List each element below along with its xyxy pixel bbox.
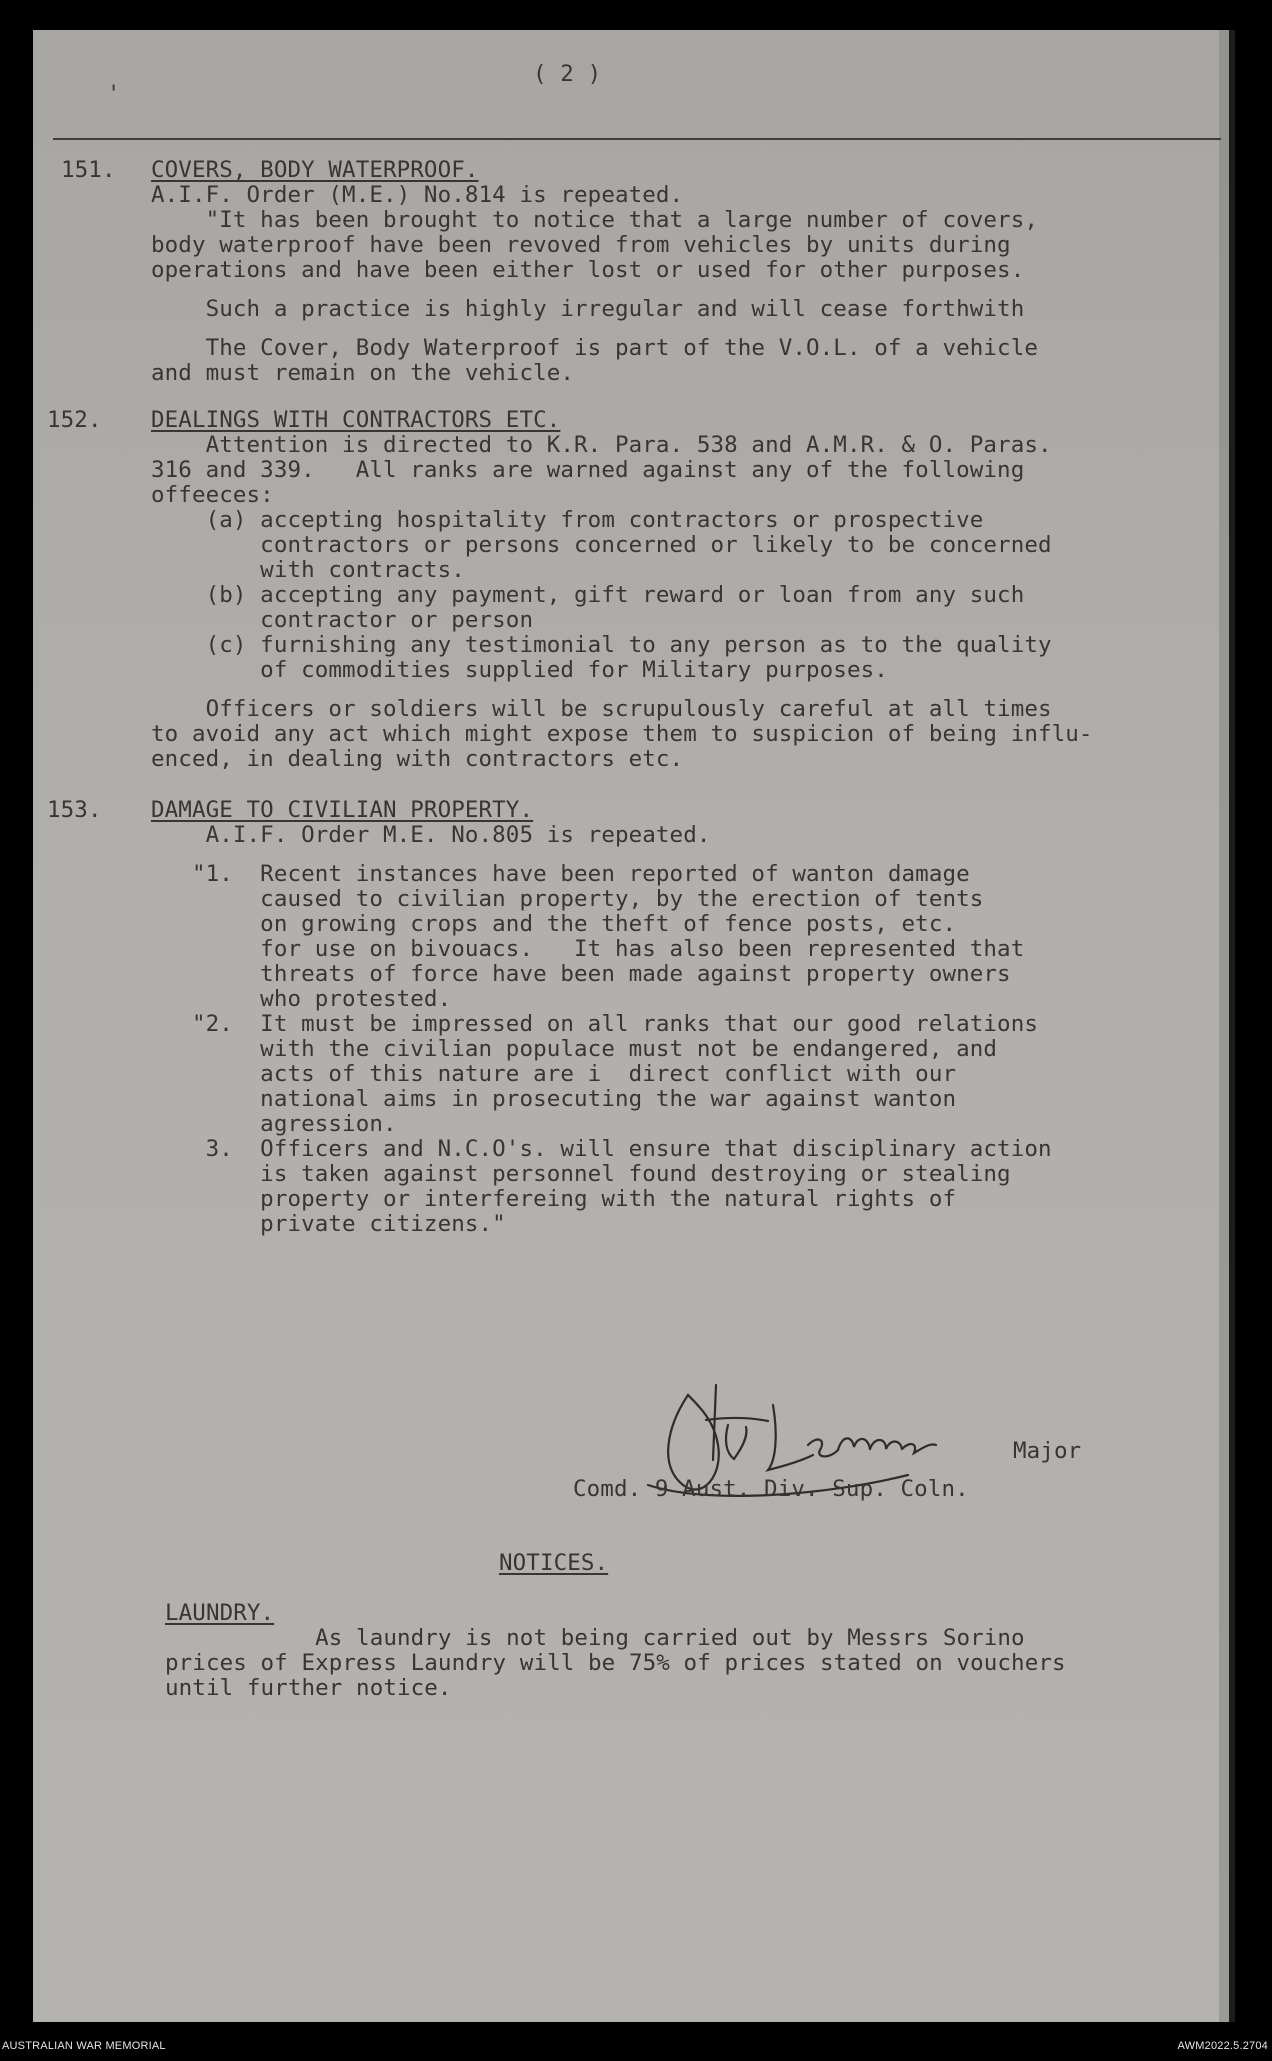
footer-left: AUSTRALIAN WAR MEMORIAL — [2, 2040, 166, 2052]
text-line: operations and have been either lost or used for other purposes. — [151, 257, 1025, 283]
text-line: contractor or person — [151, 607, 534, 633]
text-line: with the civilian populace must not be endangered, and — [151, 1036, 998, 1062]
text-line: national aims in prosecuting the war against wanton — [151, 1086, 957, 1112]
text-line: As laundry is not being carried out by Messrs Sorino — [165, 1625, 1025, 1651]
text-line: The Cover, Body Waterproof is part of the V.O.L. of a vehicle — [151, 335, 1038, 361]
text-line: agression. — [151, 1111, 397, 1137]
text-line: contractors or persons concerned or likely to be concerned — [151, 532, 1052, 558]
text-line: and must remain on the vehicle. — [151, 360, 575, 386]
item-number-151: 151. — [61, 157, 116, 183]
text-line: (c) furnishing any testimonial to any person as to the quality — [151, 632, 1052, 658]
text-line: A.I.F. Order (M.E.) No.814 is repeated. — [151, 182, 684, 208]
laundry-heading: LAUNDRY. — [165, 1600, 275, 1626]
page-edge-shadow — [1219, 30, 1229, 2022]
text-line: (b) accepting any payment, gift reward or loan from any such — [151, 582, 1025, 608]
page-number: ( 2 ) — [533, 61, 602, 87]
item-heading-153: DAMAGE TO CIVILIAN PROPERTY. — [151, 797, 534, 823]
text-line: 3. Officers and N.C.O's. will ensure that disciplinary action — [151, 1136, 1052, 1162]
text-line: "2. It must be impressed on all ranks that our good relations — [151, 1011, 1038, 1037]
text-line: until further notice. — [165, 1675, 452, 1701]
item-heading-151: COVERS, BODY WATERPROOF. — [151, 157, 479, 183]
text-line: body waterproof have been revoved from vehicles by units during — [151, 232, 1011, 258]
text-line: threats of force have been made against property owners — [151, 961, 1011, 987]
text-line: of commodities supplied for Military purposes. — [151, 657, 888, 683]
text-line: on growing crops and the theft of fence posts, etc. — [151, 911, 957, 937]
text-line: Attention is directed to K.R. Para. 538 and A.M.R. & O. Paras. — [151, 432, 1052, 458]
document-page — [33, 30, 1235, 2022]
item-number-152: 152. — [47, 407, 102, 433]
item-body-151 — [151, 183, 1038, 386]
header-rule — [53, 138, 1221, 140]
text-line: (a) accepting hospitality from contractors or prospective — [151, 507, 984, 533]
text-line — [151, 322, 1038, 336]
text-line: A.I.F. Order M.E. No.805 is repeated. — [151, 822, 711, 848]
pencil-mark: ꞌ — [107, 82, 121, 107]
text-line: for use on bivouacs. It has also been represented that — [151, 936, 1025, 962]
item-body-153 — [151, 823, 1052, 1237]
text-line: "1. Recent instances have been reported of wanton damage — [151, 861, 970, 887]
text-line: to avoid any act which might expose them to suspicion of being influ- — [151, 721, 1093, 747]
text-line: prices of Express Laundry will be 75% of prices stated on vouchers — [165, 1650, 1066, 1676]
text-line: who protested. — [151, 986, 452, 1012]
text-line: offeeces: — [151, 482, 274, 508]
signatory-title: Comd. 9 Aust. Div. Sup. Coln. — [573, 1476, 969, 1502]
text-line: Such a practice is highly irregular and will cease forthwith — [151, 296, 1025, 322]
text-line: private citizens." — [151, 1211, 506, 1237]
text-line — [151, 848, 1052, 862]
notices-heading: NOTICES. — [499, 1550, 609, 1576]
text-line: is taken against personnel found destroying or stealing — [151, 1161, 1011, 1187]
text-line: enced, in dealing with contractors etc. — [151, 746, 684, 772]
item-body-152 — [151, 433, 1093, 772]
signatory-rank: Major — [1013, 1438, 1082, 1464]
text-line: with contracts. — [151, 557, 465, 583]
text-line: acts of this nature are i direct conflict with our — [151, 1061, 957, 1087]
text-line: 316 and 339. All ranks are warned against any of the following — [151, 457, 1025, 483]
text-line — [151, 683, 1093, 697]
text-line: Officers or soldiers will be scrupulously careful at all times — [151, 696, 1052, 722]
text-line — [151, 283, 1038, 297]
text-line: "It has been brought to notice that a large number of covers, — [151, 207, 1038, 233]
laundry-notice — [165, 1626, 1066, 1701]
item-number-153: 153. — [47, 797, 102, 823]
text-line: caused to civilian property, by the erection of tents — [151, 886, 984, 912]
text-line: property or interfereing with the natural rights of — [151, 1186, 957, 1212]
footer-right: AWM2022.5.2704 — [1177, 2040, 1268, 2052]
item-heading-152: DEALINGS WITH CONTRACTORS ETC. — [151, 407, 561, 433]
